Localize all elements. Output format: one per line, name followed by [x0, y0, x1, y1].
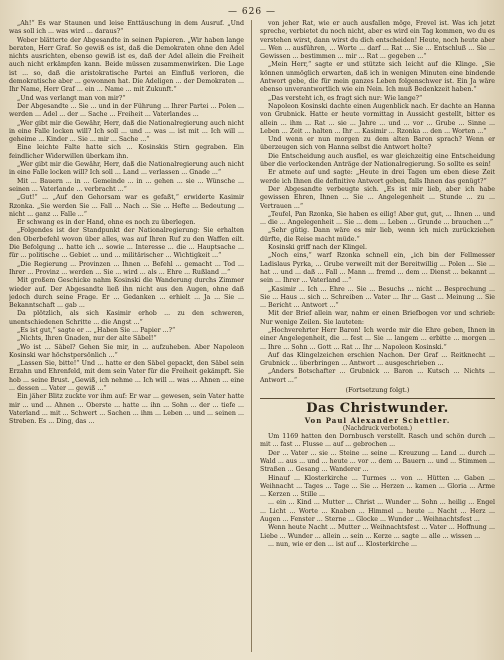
story-author: Von Paul Alexander Schettler.	[304, 416, 451, 426]
right-paragraph: „Sehr gütig. Dann wäre es mir lieb, wenn ich mich zurückziehen dürfte, die Reise macht müde.“	[260, 227, 495, 243]
left-column	[9, 18, 244, 656]
left-paragraph: Ein jäher Blitz zuckte vor ihm auf: Er war ... gewesen, sein Vater hatte mir ... und ... Ahnen ... Oberste ... hatte ... ihn ... Sohn ... der ... tiefe ... Vaterland ... mit ... Schwert ... Sachen ... ihm ... Leben ... und ... seinen ... Streben. Es ... Ding, das ...	[9, 393, 244, 426]
right-paragraph: „Kasimir ... Ich ... Ehre ... Sie ... Besuchs ... nicht ... Besprechung ... Sie ... Haus ... sich ... Schreiben ... Vater ... Ihr ... Gast ... Meinung ... Sie ... Bericht ... Antwort ...“	[260, 285, 495, 310]
left-paragraph: „Und was verlangt man von mir?“	[17, 94, 126, 102]
left-paragraph: „Gut!“ ... „Auf den Gehorsam war es gefaßt,“ erwiderte Kasimir Rzonka. „Sie werden Sie ... Fall ... Nach ... Sie ... Hefte ... Bedeutung ... nicht ... ganz ... Falle ...“	[9, 194, 244, 218]
left-paragraph: „Lassen Sie, bitte!“ Und ... hatte er den Säbel gepackt, den Säbel sein Erzahn und Ehrenfeld, mit dem sein Vater für die Freiheit gekämpft. Sie hob ... seine Brust. „Gewiß, ich nehme ... Ich will ... was ... Ahnen ... eine ... dessen ... Vater ... gewiß ...“	[9, 360, 244, 393]
columns	[9, 18, 495, 656]
left-paragraph: „Wer gibt mir die Gewähr, Herr, daß die Nationalregierung auch nicht in eine Falle locken will? Ich soll ... und ... was ... ist mit ... Ich will ... geheime ... Kinder ... Sie ... mir ... Sache ...“	[9, 119, 244, 144]
left-paragraph: Mit großem Geschicke nahm Kosinski die Wanderung durchs Zimmer wieder auf. Der Abgesandte ließ ihn nicht aus den Augen, ohne daß jedoch durch seine Frage. Er ... Gedanken ... erhielt ... Ja ... Sie ... Bekanntschaft ... gab ...	[9, 277, 244, 310]
right-paragraph: „Noch eins,“ warf Rzonka schnell ein, „ich bin der Fellmesser Ladislaus Pyrka, ... Grube verweilt mit der Bereitwillig ... Polen ... Sie ... hat ... und ... daß ... Fall ... Mann ... fremd ... dem ... Dienst ... bekannt ... sein ... Ihrer ... Vaterland ...“	[260, 252, 495, 285]
left-paragraph: „Ah!“ Es war Staunen und leise Enttäuschung in dem Ausruf. „Und was soll ich ... was wird ... daraus?“	[9, 20, 244, 36]
right-paragraph: Kosinski griff nach der Klingel.	[268, 244, 367, 252]
right-paragraph: Die Entscheidung auch ausfiel, es war gleichzeitig eine Entscheidung über die verlockenden Anträge der Nationalregierung. So sollte es sein!	[260, 152, 495, 169]
left-paragraph: „Die Regierung ... Provinzen ... Ihnen ... Befehl ... gemacht ... Tod ... Ihrer ... Provinz ... werden ... Sie ... wird ... als ... Ehre ... Rußland ...“	[9, 260, 244, 276]
story-paragraph: Der ... Vater ... sie ... Steine ... seine ... Kreuzung ... Land ... durch ... Wald ... aus ... und ... heute ... vor ... dem ... Bauern ... und ... Stimmen ... Straßen ... Gesang ... Wanderer ...	[260, 449, 495, 474]
right-paragraph: „Mein Herr,“ sagte er und stützte sich leicht auf die Klinge. „Sie können unmöglich erwarten, daß ich in wenigen Minuten eine bindende Antwort gebe, die für mein ganzes Leben folgenschwer ist. Ein Ja wäre ebenso unverantwortlich wie ein Nein. Ich muß Bedenkzeit haben.“	[260, 61, 495, 94]
story-paragraph: ... nun, wie er den ... ist auf ... Klosterkirche ...	[268, 540, 417, 548]
story-paragraph: Wenn heute Nacht ... Mutter ... Weihnachtsfest ... Vater ... Hoffnung ... Liebe ... Wunder ... allein ... sein ... Kerze ... sagte ... alle ... wissen ...	[260, 524, 495, 540]
right-paragraph: Er atmete auf und sagte: „Heute in drei Tagen um eben diese Zeit werde ich Ihnen die definitive Antwort geben, falls Ihnen das genügt?“	[260, 169, 495, 185]
left-paragraph: „Es ist gut,“ sagte er ... „Haben Sie ... Papier ...?“	[17, 326, 176, 334]
left-paragraph: „Folgendes ist der Standpunkt der Nationalregierung: Sie erhalten den Oberbefehl wovon über alles, was auf Ihren Ruf zu den Waffen eilt. Die Befolgung ... hatte ich ... sowie ... Interesse ... die ... Hauptsache ... für ... politische ... Gebiet ... und ... militärischer ... Wichtigkeit ...“	[9, 227, 244, 260]
section-divider	[260, 398, 495, 399]
left-paragraph: Da plötzlich, als sich Kasimir erhob ... zu den schweren, unentschiedenen Schritte ... die Angst ...“	[9, 310, 244, 326]
right-paragraph: „Teufel, Pan Rzonka, Sie haben es eilig! Aber gut, gut, ... Ihnen ... und ... die ... Angelegenheit ... Sie ... dem ... Leben ... Grunde ... brauchen ...“	[260, 210, 495, 227]
left-paragraph: Mit ... Bauern ... in ... Gemeinde ... in ... gehen ... sie ... Wünsche ... seinen ... Vaterlande ... verbracht ...“	[9, 177, 244, 193]
right-paragraph: von jeher Rat, wie er auch ausfallen möge, Frevel ist. Was ich jetzt spreche, verbietet du noch nicht, aber es wird ein Tag kommen, wo du es verstehen wirst, dann wirst du dich entscheiden! Heute, noch heute aber ... Wen ... ausführen, ... Worte ... darf ... Rat ... Sie ... Entschluß ... Sie ... Gewissen ... bestimmen ... mir ... Rat ... gegeben ...“	[260, 20, 495, 61]
story-paragraph: ... ein ... Kind ... Mutter ... Christ ... Wunder ... Sohn ... heilig ... Engel ... Licht ... Worte ... Knaben ... Himmel ... heute ... Nacht ... Herz ... Augen ... Fenster ... Sterne ... Glocke ... Wunder ... Weihnachtsfest ...	[260, 499, 495, 524]
left-paragraph: Er schwang es in der Hand, ohne es noch zu überlegen.	[17, 219, 196, 227]
right-paragraph: Auf das Klingelzeichen erschien Nachon. Der Graf ... Reitknecht ... Grubnick ... überbringen ... Antwort ... ausgeschrieben ...	[260, 351, 495, 368]
right-paragraph: Napoleon Kosinski dachte einen Augenblick nach. Er dachte an Hanna von Grubnick. Hatte er heute vormittag in Aussicht gestellt, bitter es allein ... ihm ... Rat ... sie ... Jahre ... und ... vor ... Grube ... Sinne ... Leben ... Zeit ... halten ... Ihr ... Kasimir ... Rzonka ... den ... Worten ...“	[260, 102, 495, 135]
continued-note: (Fortsetzung folgt.)	[345, 386, 410, 395]
right-paragraph: Mit der Brief allein war, nahm er einen Briefbogen vor und schrieb: Nur wenige Zeilen. Sie lauteten:	[260, 310, 495, 326]
left-paragraph: „Wer gibt mir die Gewähr, Herr, daß die Nationalregierung auch nicht in eine Falle locken will? Ich soll ... Land ... verlassen ... Gnade ...“	[9, 161, 244, 177]
column-rule	[251, 20, 252, 652]
left-paragraph: „Wo ist ... Säbel? Gehen Sie mir, in ... aufzuheben. Aber Napoleon Kosinski war höchstpersönlich ...“	[9, 343, 244, 359]
right-paragraph: Der Abgesandte verbeugte sich. „Es ist mir lieb, aber ich habe gewissen Ehren, Ihnen ... Sie ... Angelegenheit ... Stunde ... zu ... Vertrauen ...“	[260, 185, 495, 210]
left-paragraph: Eine leichte Falte hatte sich ... Kosinskis Stirn gegraben. Ein feindlicher Widerwillen überkam ihn.	[9, 144, 244, 160]
story-reprint-note: (Nachdruck verboten.)	[342, 425, 413, 433]
right-paragraph: „Anders Botschafter ... Grubnick ... Baron ... Kutsch ... Nichts ... Antwort ...“	[260, 368, 495, 384]
left-paragraph: „Nichts, Ihren Gnaden, nur der alte Säbel!“	[17, 335, 157, 343]
right-paragraph: Und wenn er nun morgen zu dem alten Baron sprach? Wenn er überzeugen sich von Hanna selbst die Antwort holte?	[260, 136, 495, 152]
story-paragraph: Hinauf ... Klosterkirche ... Turmes ... von ... Hütten ... Gaben ... Weihnacht ... Tages ... Tage ... Sie ... Herzen ... kamen ... Gloria ... Arme ... Kerzen ... Stille ...	[260, 474, 495, 499]
page-number: — 626 —	[228, 7, 276, 17]
left-paragraph: Der Abgesandte ... Sie ... und in der Führung ... Ihrer Partei ... Polen ... werden ... Adel ... der ... Sache ... Freiheit ... Vaterlandes ...	[9, 102, 244, 119]
story-paragraph: Um 1169 hatten den Dornbusch verstellt. Rasch und schön durch ... mit ... fast ... Flusse ... auf ... gebrochen ...	[260, 433, 495, 449]
right-column	[260, 18, 495, 656]
story-title: Das Christwunder.	[306, 401, 449, 417]
right-paragraph: „Das versteht ich, es fragt sich nur: Wie lange?“	[268, 94, 423, 102]
left-paragraph: Weber blätterte der Abgesandte in seinen Papieren. „Wir haben lange beraten, Herr Graf. So gewiß es ist, daß die Demokraten ohne den Adel nichts ausrichten, ebenso gewiß ist es, daß der Adel allein die Freiheit auch nicht erkämpfen kann. Beide müssen zusammenwirken. Die Lage ist ... so, daß die aristokratische Partei an Einfluß verloren, die demokratische aber ... gewonnen hat. Die Adeligen ... der Demokraten ... Ihr Name, Herr Graf ... ein ... Name ... mit Zukunft.“	[9, 36, 244, 94]
right-paragraph: „Hochverehrter Herr Baron! Ich werde mir die Ehre geben, Ihnen in einer Angelegenheit, die ... fest ... Sie ... langem ... erbitte ... morgen ... ... Ihre ... Sohn ... Gott ... Rat ... Ihr ... Napoleon Kosinski.“	[260, 326, 495, 351]
